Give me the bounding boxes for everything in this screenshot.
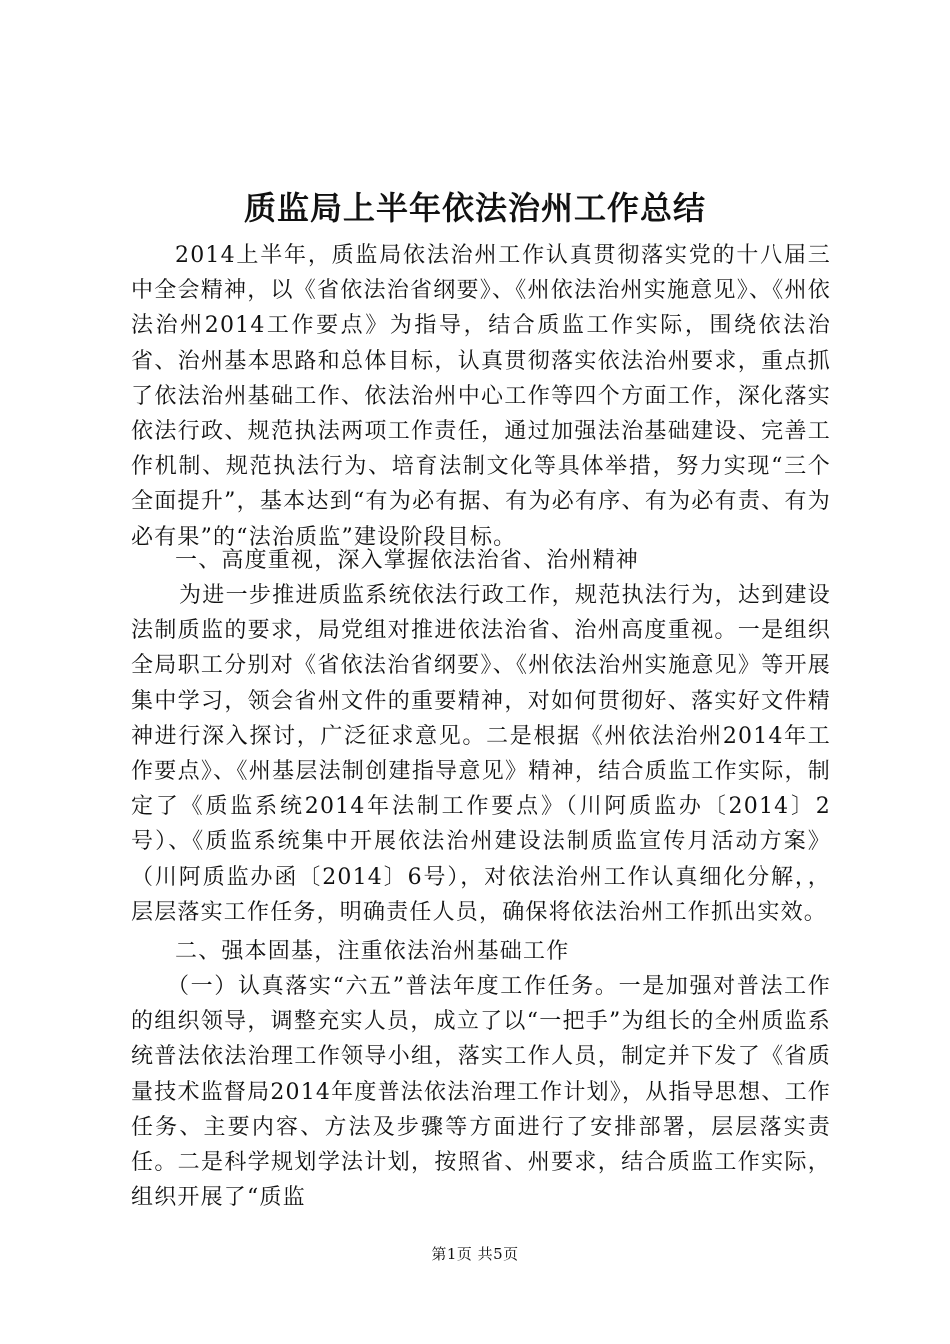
section-heading-1: 一、高度重视，深入掌握依法治省、治州精神 bbox=[175, 548, 640, 573]
section-heading-2: 二、强本固基，注重依法治州基础工作 bbox=[175, 939, 570, 964]
document-title: 质监局上半年依法治州工作总结 bbox=[243, 189, 706, 227]
section-1-paragraph: 为进一步推进质监系统依法行政工作，规范执法行为，达到建设法制质监的要求，局党组对推进依法治省、治州高度重视。一是组织全局职工分别对《省依法治省纲要》、《州依法治州实施意见》等开展集中学习，领会省州文件的重要精神，对如何贯彻好、落实好文件精神进行深入探讨，广泛征求意见。二是根据《州依法治州2014年工作要点》、《州基层法制创建指导意见》精神，结合质监工作实际，制定了《质监系统2014年法制工作要点》（川阿质监办〔2014〕2号）、《质监系统集中开展依法治州建设法制质监宣传月活动方案》（川阿质监办函〔2014〕6号），对依法治州工作认真细化分解，，层层落实工作任务，明确责任人员，确保将依法治州工作抓出实效。 bbox=[131, 583, 831, 925]
intro-paragraph: 2014上半年，质监局依法治州工作认真贯彻落实党的十八届三中全会精神，以《省依法治省纲要》、《州依法治州实施意见》、《州依法治州2014工作要点》为指导，结合质监工作实际，围绕依法治省、治州基本思路和总体目标，认真贯彻落实依法治州要求，重点抓了依法治州基础工作、依法治州中心工作等四个方面工作，深化落实依法行政、规范执法两项工作责任，通过加强法治基础建设、完善工作机制、规范执法行为、培育法制文化等具体举措，努力实现“三个全面提升”，基本达到“有为必有据、有为必有序、有为必有责、有为必有果”的“法治质监”建设阶段目标。 bbox=[131, 243, 831, 550]
section-2-paragraph: （一）认真落实“六五”普法年度工作任务。一是加强对普法工作的组织领导，调整充实人员，成立了以“一把手”为组长的全州质监系统普法依法治理工作领导小组，落实工作人员，制定并下发了《省质量技术监督局2014年度普法依法治理工作计划》，从指导思想、工作任务、主要内容、方法及步骤等方面进行了安排部署，层层落实责任。二是科学规划学法计划，按照省、州要求，结合质监工作实际，组织开展了“质监 bbox=[131, 974, 831, 1211]
page-footer: 第1页 共5页 bbox=[431, 1245, 519, 1263]
